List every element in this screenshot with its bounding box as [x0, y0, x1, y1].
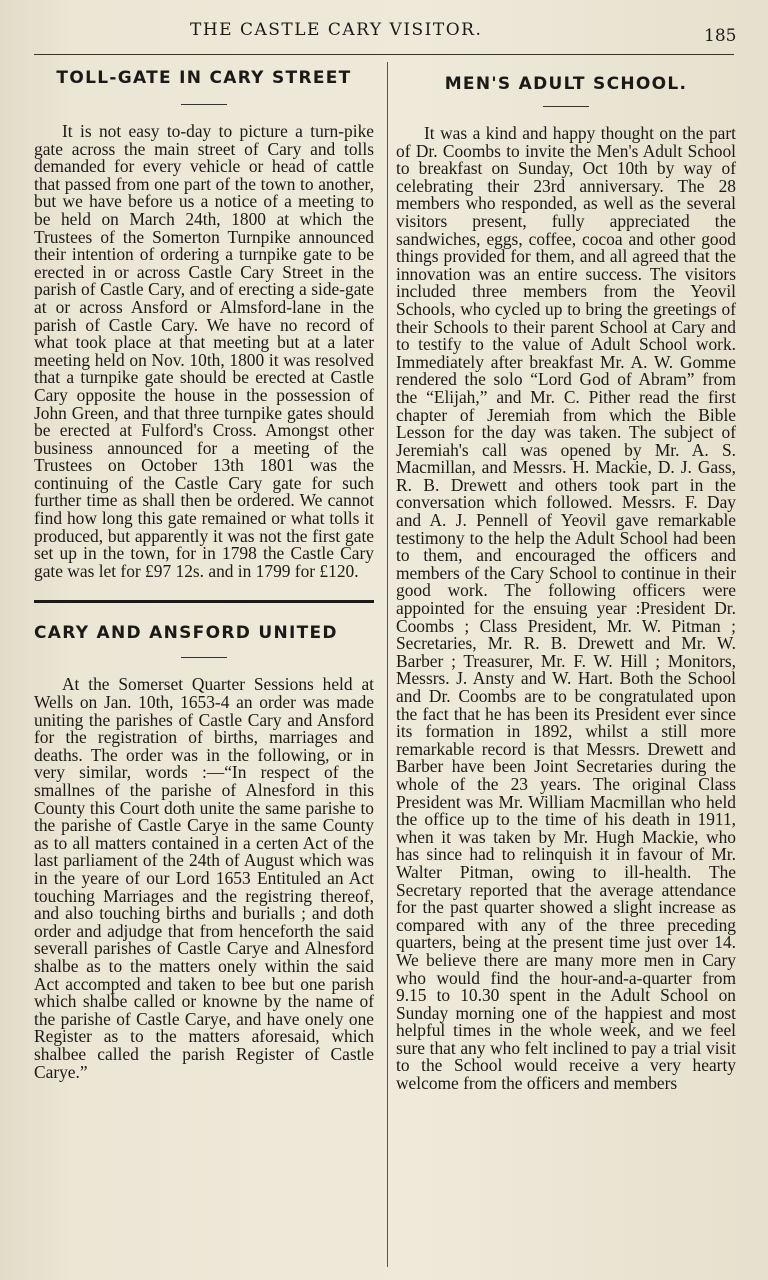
article-body — [396, 125, 736, 1093]
publication-title: THE CASTLE CARY VISITOR. — [190, 20, 483, 40]
page-number: 185 — [704, 26, 737, 46]
column-divider — [387, 62, 388, 1267]
article-toll-gate — [34, 68, 374, 580]
article-cary-ansford — [34, 623, 374, 1081]
article-paragraph: At the Somerset Quarter Sessions held at Wells on Jan. 10th, 1653-4 an order was made uniting the parishes of Castle Cary and Ansford for the registration of births, marriages and deaths. The order was in the following, or in very similar, words :—“In respect of the smallnes of the parishe of Alnesford in this County this Court doth unite the same parishe to the parishe of Castle Carye in the same County as to all matters contained in a certen Act of the last parliament of the 24th of August which was in the yeare of our Lord 1653 Entituled an Act touching Marriages and the registring thereof, and also touching births and burialls ; and doth order and adjudge that from henceforth the said severall parishes of Castle Carye and Alnesford shalbe as to the matters onely within the said Act accompted and taken to bee but one parish which shalbe called or knowne by the name of the parishe of Castle Carye, and have onely one Register as to the matters aforesaid, which shalbee called the parish Register of Castle Carye.” — [34, 674, 374, 1082]
article-paragraph: It is not easy to-day to picture a turn-pike gate across the main street of Cary and tolls demanded for every vehicle or head of cattle that passed from one part of the town to another, but we have before us a notice of a meeting to be held on March 24th, 1800 at which the Trustees of the Somerton Turnpike announced their intention of ordering a turnpike gate to be erected in or across Castle Cary Street in the parish of Castle Cary, and of erecting a side-gate at or across Ansford or Almsford-lane in the parish of Castle Cary. We have no record of what took place at that meeting but at a later meeting held on Nov. 10th, 1800 it was resolved that a turnpike gate should be erected at Castle Cary opposite the house in the possession of John Green, and that three turnpike gates should be erected at Fulford's Cross. Amongst other business announced for a meeting of the Trustees on October 13th 1801 was the continuing of the Castle Cary gate for such further time as shall then be ordered. We cannot find how long this gate remained or what tolls it produced, but apparently it was not the first gate set up in the town, for in 1798 the Castle Cary gate was let for £97 12s. and in 1799 for £120. — [34, 121, 374, 581]
article-heading: TOLL-GATE IN CARY STREET — [56, 68, 352, 88]
article-body — [34, 676, 374, 1081]
left-column — [34, 62, 374, 1081]
article-body — [34, 123, 374, 580]
heading-rule — [181, 657, 227, 658]
article-paragraph: It was a kind and happy thought on the part of Dr. Coombs to invite the Men's Adult School to breakfast on Sunday, Oct 10th by way of celebrating their 23rd anniversary. The 28 members who responded, as well as the several visitors present, fully appreciated the sandwiches, eggs, coffee, cocoa and other good things provided for them, and all agreed that the innovation was an entire success. The visitors included three members from the Yeovil Schools, who cycled up to bring the greetings of their Schools to their parent School at Cary and to testify to the value of Adult School work. Immediately after breakfast Mr. A. W. Gomme rendered the solo “Lord God of Abram” from the “Elijah,” and Mr. C. Pither read the first chapter of Jeremiah from which the Bible Lesson for the day was taken. The subject of Jeremiah's call was opened by Mr. A. S. Macmillan, and Messrs. H. Mackie, D. J. Gass, R. B. Drewett and others took part in the conversation which followed. Messrs. F. Day and A. J. Pennell of Yeovil gave remarkable testimony to the help the Adult School had been to them, and encouraged the officers and members of the Cary School to continue in their good work. The following officers were appointed for the ensuing year :President Dr. Coombs ; Class President, Mr. W. Pitman ; Secretaries, Mr. R. B. Drewett and Mr. W. Barber ; Treasurer, Mr. F. W. Hill ; Monitors, Messrs. J. Ansty and W. Hart. Both the School and Dr. Coombs are to be congratulated upon the fact that he has been its President ever since its formation in 1892, whilst a still more remarkable record is that Messrs. Drewett and Barber have been Joint Secretaries during the whole of the 23 years. The original Class President was Mr. William Macmillan who held the office up to the time of his death in 1911, when it was taken by Mr. Hugh Mackie, who has since had to relinquish it in favour of Mr. Walter Pitman, owing to ill-health. The Secretary reported that the average attendance for the past quarter showed a slight increase as compared with any of the three preceding quarters, being at the present time just over 14. We believe there are many more men in Cary who would find the hour-and-a-quarter from 9.15 to 10.30 spent in the Adult School on Sunday morning one of the happiest and most helpful times in the whole week, and we feel sure that any who felt inclined to pay a trial visit to the School would receive a very hearty welcome from the officers and members — [396, 123, 736, 1094]
article-adult-school — [396, 74, 736, 1093]
page-header — [0, 16, 768, 50]
section-divider — [34, 600, 374, 603]
heading-rule — [181, 104, 227, 105]
heading-rule — [543, 106, 589, 107]
header-rule — [34, 54, 734, 55]
right-column — [396, 62, 736, 1093]
article-heading: MEN'S ADULT SCHOOL. — [444, 74, 688, 94]
article-heading: CARY AND ANSFORD UNITED — [34, 623, 338, 644]
